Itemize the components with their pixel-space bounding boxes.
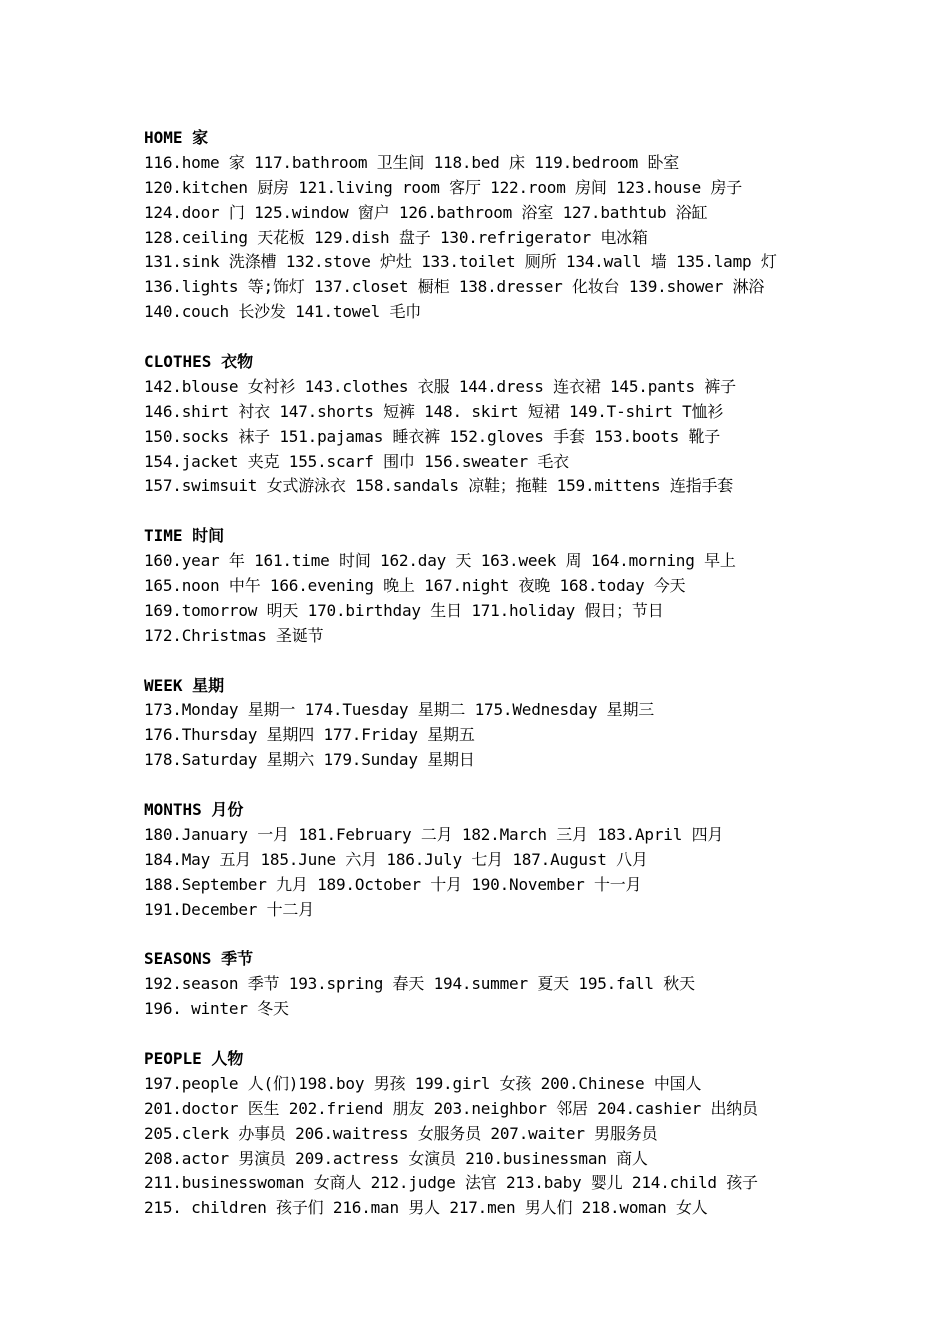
vocab-line: 205.clerk 办事员 206.waitress 女服务员 207.waiter 男服务员: [144, 1123, 658, 1143]
section-clothes: [144, 350, 934, 499]
vocab-line: 173.Monday 星期一 174.Tuesday 星期二 175.Wednesday 星期三: [144, 700, 655, 720]
vocab-line: 124.door 门 125.window 窗户 126.bathroom 浴室 127.bathtub 浴缸: [144, 202, 708, 222]
section-heading: TIME 时间: [144, 526, 225, 546]
section-home: [144, 126, 934, 325]
vocab-line: 191.December 十二月: [144, 899, 315, 919]
vocab-line: 116.home 家 117.bathroom 卫生间 118.bed 床 119.bedroom 卧室: [144, 152, 680, 172]
section-time: [144, 524, 934, 648]
vocabulary-document: [144, 126, 934, 1221]
vocab-line: 140.couch 长沙发 141.towel 毛巾: [144, 302, 422, 322]
vocab-line: 176.Thursday 星期四 177.Friday 星期五: [144, 725, 475, 745]
vocab-line: 197.people 人(们)198.boy 男孩 199.girl 女孩 200.Chinese 中国人: [144, 1073, 702, 1093]
section-heading: WEEK 星期: [144, 675, 225, 695]
vocab-line: 215. children 孩子们 216.man 男人 217.men 男人们 218.woman 女人: [144, 1198, 708, 1218]
vocab-line: 165.noon 中午 166.evening 晚上 167.night 夜晚 168.today 今天: [144, 576, 686, 596]
vocab-line: 192.season 季节 193.spring 春天 194.summer 夏天 195.fall 秋天: [144, 974, 695, 994]
vocab-line: 196. winter 冬天: [144, 999, 289, 1019]
vocab-line: 188.September 九月 189.October 十月 190.November 十一月: [144, 874, 642, 894]
vocab-line: 208.actor 男演员 209.actress 女演员 210.businessman 商人: [144, 1148, 648, 1168]
vocab-line: 180.January 一月 181.February 二月 182.March 三月 183.April 四月: [144, 824, 724, 844]
vocab-line: 160.year 年 161.time 时间 162.day 天 163.week 周 164.morning 早上: [144, 551, 736, 571]
vocab-line: 178.Saturday 星期六 179.Sunday 星期日: [144, 750, 475, 770]
vocab-line: 128.ceiling 天花板 129.dish 盘子 130.refrigerator 电冰箱: [144, 227, 648, 247]
section-week: [144, 674, 934, 774]
vocab-line: 136.lights 等;饰灯 137.closet 橱柜 138.dresser 化妆台 139.shower 淋浴: [144, 277, 765, 297]
vocab-line: 146.shirt 衬衣 147.shorts 短裤 148. skirt 短裙 149.T-shirt T恤衫: [144, 401, 724, 421]
section-heading: HOME 家: [144, 128, 209, 147]
vocab-line: 169.tomorrow 明天 170.birthday 生日 171.holiday 假日；节日: [144, 600, 664, 620]
section-heading: MONTHS 月份: [144, 800, 244, 820]
vocab-line: 154.jacket 夹克 155.scarf 围巾 156.sweater 毛衣: [144, 451, 569, 471]
section-heading: SEASONS 季节: [144, 949, 254, 969]
vocab-line: 131.sink 洗涤槽 132.stove 炉灶 133.toilet 厕所 134.wall 墙 135.lamp 灯: [144, 252, 777, 272]
section-seasons: [144, 947, 934, 1022]
section-people: [144, 1047, 934, 1221]
vocab-line: 150.socks 袜子 151.pajamas 睡衣裤 152.gloves 手套 153.boots 靴子: [144, 426, 721, 446]
vocab-line: 201.doctor 医生 202.friend 朋友 203.neighbor 邻居 204.cashier 出纳员: [144, 1098, 758, 1118]
vocab-line: 184.May 五月 185.June 六月 186.July 七月 187.August 八月: [144, 849, 648, 869]
vocab-line: 157.swimsuit 女式游泳衣 158.sandals 凉鞋；拖鞋 159.mittens 连指手套: [144, 476, 734, 496]
vocab-line: 211.businesswoman 女商人 212.judge 法官 213.baby 婴儿 214.child 孩子: [144, 1173, 758, 1193]
section-heading: CLOTHES 衣物: [144, 352, 254, 372]
vocab-line: 172.Christmas 圣诞节: [144, 625, 324, 645]
section-months: [144, 798, 934, 922]
vocab-line: 142.blouse 女衬衫 143.clothes 衣服 144.dress 连衣裙 145.pants 裤子: [144, 376, 736, 396]
section-heading: PEOPLE 人物: [144, 1048, 244, 1068]
vocab-line: 120.kitchen 厨房 121.living room 客厅 122.room 房间 123.house 房子: [144, 177, 743, 197]
